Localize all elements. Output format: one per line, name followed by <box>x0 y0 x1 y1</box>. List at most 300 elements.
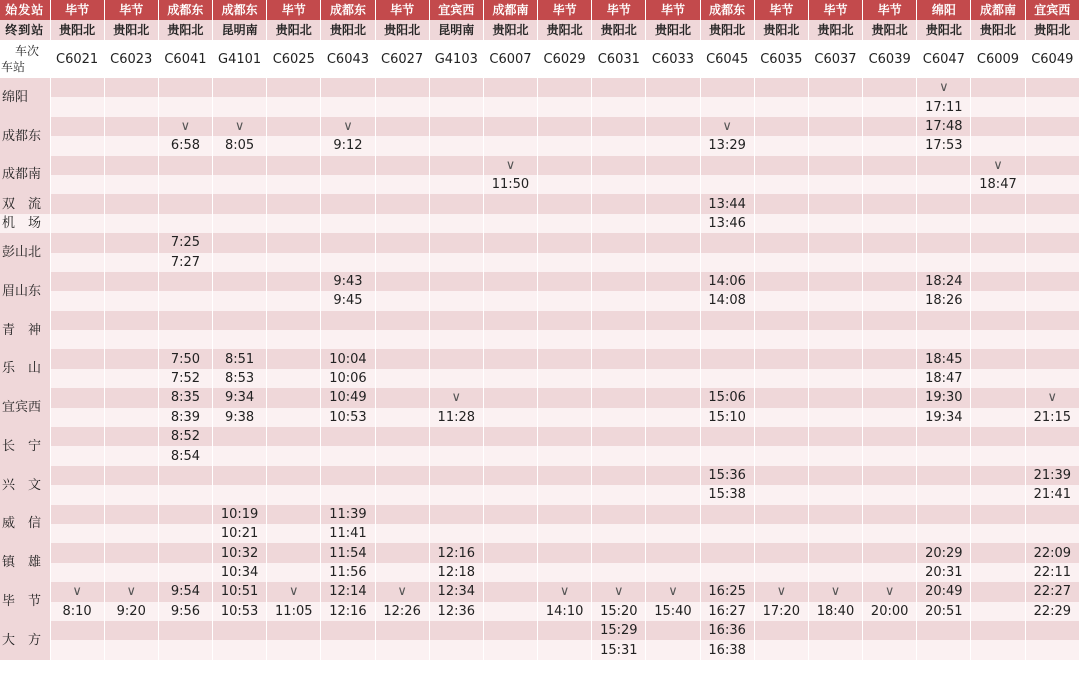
time-cell <box>375 78 429 98</box>
time-cell <box>267 233 321 252</box>
time-cell: 9:43 <box>321 272 375 291</box>
time-cell <box>808 330 862 349</box>
time-cell <box>267 291 321 310</box>
time-cell <box>863 388 917 407</box>
time-cell <box>538 369 592 388</box>
time-cell <box>213 427 267 446</box>
time-cell <box>917 214 971 233</box>
time-cell <box>971 349 1025 368</box>
station-time-row <box>0 117 1080 136</box>
time-cell <box>808 388 862 407</box>
time-cell <box>863 485 917 504</box>
pass-through-icon: ∨ <box>646 582 700 601</box>
time-cell <box>754 97 808 116</box>
time-cell: 17:53 <box>917 136 971 155</box>
time-cell: 18:26 <box>917 291 971 310</box>
time-cell <box>429 330 483 349</box>
station-name: 眉山东 <box>0 272 50 311</box>
time-cell <box>808 291 862 310</box>
station-time-row <box>0 640 1080 659</box>
time-cell <box>483 97 537 116</box>
time-cell <box>971 78 1025 98</box>
time-cell <box>917 175 971 194</box>
time-cell <box>808 543 862 562</box>
time-cell <box>429 78 483 98</box>
time-cell <box>267 97 321 116</box>
time-cell <box>375 640 429 659</box>
time-cell: 8:54 <box>158 446 212 465</box>
station-time-row <box>0 272 1080 291</box>
time-cell <box>808 369 862 388</box>
station-time-row <box>0 349 1080 368</box>
time-cell <box>971 485 1025 504</box>
time-cell <box>808 621 862 640</box>
time-cell <box>754 311 808 330</box>
time-cell <box>754 466 808 485</box>
time-cell <box>646 466 700 485</box>
time-cell <box>592 466 646 485</box>
time-cell <box>104 524 158 543</box>
origin-station-row <box>0 0 1080 20</box>
time-cell <box>863 524 917 543</box>
pass-through-icon: ∨ <box>917 78 971 98</box>
time-cell <box>754 117 808 136</box>
time-cell <box>754 388 808 407</box>
time-cell <box>375 427 429 446</box>
time-cell <box>50 427 104 446</box>
time-cell <box>429 214 483 233</box>
time-cell <box>104 369 158 388</box>
time-cell <box>429 117 483 136</box>
destination-station-cell: 贵阳北 <box>50 20 104 41</box>
time-cell <box>592 156 646 175</box>
time-cell <box>104 446 158 465</box>
time-cell <box>267 156 321 175</box>
time-cell: 22:11 <box>1025 563 1079 582</box>
pass-through-icon: ∨ <box>808 582 862 601</box>
time-cell <box>700 156 754 175</box>
time-cell: 20:29 <box>917 543 971 562</box>
time-cell: 10:49 <box>321 388 375 407</box>
station-name: 毕 节 <box>0 582 50 621</box>
time-cell <box>375 524 429 543</box>
pass-through-icon: ∨ <box>213 117 267 136</box>
time-cell <box>483 291 537 310</box>
origin-station-cell: 毕节 <box>50 0 104 20</box>
train-number-cell: C6043 <box>321 41 375 78</box>
time-cell <box>646 408 700 427</box>
time-cell <box>917 233 971 252</box>
time-cell <box>863 233 917 252</box>
time-cell: 15:29 <box>592 621 646 640</box>
time-cell <box>646 563 700 582</box>
time-cell <box>375 543 429 562</box>
time-cell <box>917 466 971 485</box>
time-cell <box>808 505 862 524</box>
time-cell <box>213 233 267 252</box>
time-cell <box>429 505 483 524</box>
station-time-row <box>0 291 1080 310</box>
station-name-line2: 机 场 <box>0 214 50 233</box>
origin-station-cell: 毕节 <box>754 0 808 20</box>
time-cell <box>808 272 862 291</box>
time-cell <box>592 233 646 252</box>
station-time-row <box>0 582 1080 601</box>
time-cell <box>863 272 917 291</box>
destination-station-cell: 贵阳北 <box>1025 20 1079 41</box>
time-cell: 21:41 <box>1025 485 1079 504</box>
time-cell <box>1025 446 1079 465</box>
pass-through-icon: ∨ <box>267 582 321 601</box>
station-time-row <box>0 97 1080 116</box>
time-cell <box>158 78 212 98</box>
time-cell <box>483 485 537 504</box>
time-cell: 18:24 <box>917 272 971 291</box>
time-cell <box>267 505 321 524</box>
time-cell: 16:27 <box>700 602 754 621</box>
train-number-cell: C6047 <box>917 41 971 78</box>
time-cell <box>429 291 483 310</box>
station-time-row <box>0 233 1080 252</box>
time-cell <box>267 175 321 194</box>
time-cell <box>646 117 700 136</box>
station-time-row <box>0 175 1080 194</box>
train-number-cell: C6021 <box>50 41 104 78</box>
time-cell <box>104 136 158 155</box>
time-cell <box>104 272 158 291</box>
time-cell <box>971 621 1025 640</box>
time-cell <box>375 233 429 252</box>
time-cell <box>700 78 754 98</box>
time-cell <box>754 563 808 582</box>
time-cell <box>592 194 646 213</box>
time-cell <box>538 194 592 213</box>
time-cell: 22:09 <box>1025 543 1079 562</box>
time-cell <box>646 640 700 659</box>
time-cell: 8:39 <box>158 408 212 427</box>
time-cell <box>429 485 483 504</box>
time-cell <box>592 505 646 524</box>
time-cell <box>375 214 429 233</box>
time-cell <box>104 291 158 310</box>
time-cell <box>104 349 158 368</box>
time-cell <box>375 272 429 291</box>
station-label: 车站 <box>1 60 26 74</box>
time-cell <box>429 156 483 175</box>
station-time-row <box>0 602 1080 621</box>
time-cell <box>483 311 537 330</box>
origin-station-cell: 毕节 <box>863 0 917 20</box>
time-cell <box>971 272 1025 291</box>
time-cell: 10:53 <box>213 602 267 621</box>
train-number-row <box>0 41 1080 78</box>
time-cell <box>538 175 592 194</box>
time-cell <box>754 78 808 98</box>
time-cell <box>267 388 321 407</box>
time-cell: 16:36 <box>700 621 754 640</box>
time-cell <box>538 78 592 98</box>
time-cell: 12:26 <box>375 602 429 621</box>
origin-station-cell: 宜宾西 <box>429 0 483 20</box>
time-cell <box>104 485 158 504</box>
time-cell <box>646 427 700 446</box>
time-cell: 18:47 <box>917 369 971 388</box>
time-cell <box>971 388 1025 407</box>
time-cell: 12:36 <box>429 602 483 621</box>
time-cell <box>538 233 592 252</box>
train-station-corner-label <box>0 41 50 78</box>
time-cell <box>321 640 375 659</box>
time-cell <box>483 408 537 427</box>
pass-through-icon: ∨ <box>592 582 646 601</box>
time-cell <box>592 291 646 310</box>
time-cell: 16:38 <box>700 640 754 659</box>
time-cell: 10:19 <box>213 505 267 524</box>
destination-station-cell: 贵阳北 <box>592 20 646 41</box>
time-cell <box>429 136 483 155</box>
time-cell <box>592 78 646 98</box>
time-cell <box>863 156 917 175</box>
time-cell <box>754 233 808 252</box>
time-cell: 20:49 <box>917 582 971 601</box>
time-cell: 8:53 <box>213 369 267 388</box>
time-cell: 14:06 <box>700 272 754 291</box>
time-cell: 9:45 <box>321 291 375 310</box>
time-cell <box>538 272 592 291</box>
origin-station-cell: 成都东 <box>158 0 212 20</box>
time-cell: 18:45 <box>917 349 971 368</box>
time-cell <box>863 446 917 465</box>
time-cell <box>483 78 537 98</box>
time-cell <box>646 311 700 330</box>
time-cell <box>754 214 808 233</box>
time-cell <box>646 485 700 504</box>
station-name: 乐 山 <box>0 349 50 388</box>
time-cell <box>321 466 375 485</box>
time-cell <box>646 78 700 98</box>
time-cell <box>971 311 1025 330</box>
time-cell <box>700 446 754 465</box>
time-cell <box>483 136 537 155</box>
time-cell <box>754 524 808 543</box>
time-cell <box>375 349 429 368</box>
time-cell <box>971 466 1025 485</box>
time-cell <box>917 427 971 446</box>
time-cell <box>700 349 754 368</box>
destination-station-cell: 贵阳北 <box>971 20 1025 41</box>
destination-station-cell: 贵阳北 <box>483 20 537 41</box>
time-cell: 19:30 <box>917 388 971 407</box>
time-cell <box>375 466 429 485</box>
time-cell <box>592 253 646 272</box>
station-time-row <box>0 369 1080 388</box>
time-cell <box>808 408 862 427</box>
time-cell <box>646 136 700 155</box>
time-cell <box>538 621 592 640</box>
time-cell <box>375 194 429 213</box>
time-cell <box>104 640 158 659</box>
time-cell <box>213 466 267 485</box>
time-cell <box>158 97 212 116</box>
time-cell <box>267 214 321 233</box>
time-cell <box>158 175 212 194</box>
time-cell <box>863 97 917 116</box>
time-cell <box>1025 311 1079 330</box>
station-time-row <box>0 156 1080 175</box>
time-cell <box>754 194 808 213</box>
time-cell: 10:04 <box>321 349 375 368</box>
time-cell <box>483 466 537 485</box>
pass-through-icon: ∨ <box>104 582 158 601</box>
time-cell: 17:20 <box>754 602 808 621</box>
time-cell: 12:14 <box>321 582 375 601</box>
time-cell <box>267 640 321 659</box>
time-cell: 11:56 <box>321 563 375 582</box>
destination-station-cell: 贵阳北 <box>917 20 971 41</box>
destination-station-cell: 贵阳北 <box>754 20 808 41</box>
time-cell <box>754 640 808 659</box>
time-cell <box>971 408 1025 427</box>
time-cell <box>592 272 646 291</box>
time-cell: 13:46 <box>700 214 754 233</box>
time-cell <box>808 156 862 175</box>
time-cell <box>538 311 592 330</box>
time-cell <box>483 388 537 407</box>
time-cell <box>808 233 862 252</box>
time-cell <box>375 311 429 330</box>
time-cell <box>158 505 212 524</box>
time-cell <box>483 427 537 446</box>
time-cell <box>538 388 592 407</box>
station-time-row <box>0 466 1080 485</box>
time-cell <box>538 640 592 659</box>
time-cell <box>971 233 1025 252</box>
time-cell <box>321 253 375 272</box>
time-cell <box>646 97 700 116</box>
time-cell <box>158 194 212 213</box>
station-time-row <box>0 388 1080 407</box>
time-cell <box>538 563 592 582</box>
station-time-row <box>0 427 1080 446</box>
time-cell <box>375 330 429 349</box>
station-time-row <box>0 543 1080 562</box>
destination-station-cell: 贵阳北 <box>700 20 754 41</box>
time-cell <box>863 640 917 659</box>
time-cell <box>646 388 700 407</box>
time-cell <box>104 253 158 272</box>
time-cell: 15:20 <box>592 602 646 621</box>
time-cell <box>863 408 917 427</box>
time-cell <box>375 388 429 407</box>
station-name: 成都南 <box>0 156 50 195</box>
station-time-row <box>0 78 1080 98</box>
time-cell <box>321 156 375 175</box>
time-cell: 17:48 <box>917 117 971 136</box>
pass-through-icon: ∨ <box>971 156 1025 175</box>
time-cell <box>213 330 267 349</box>
time-cell <box>538 117 592 136</box>
time-cell <box>863 369 917 388</box>
time-cell <box>700 97 754 116</box>
time-cell <box>213 214 267 233</box>
time-cell <box>50 349 104 368</box>
time-cell <box>375 117 429 136</box>
time-cell: 17:11 <box>917 97 971 116</box>
time-cell: 21:39 <box>1025 466 1079 485</box>
train-number-cell: G4103 <box>429 41 483 78</box>
time-cell <box>863 466 917 485</box>
time-cell <box>971 97 1025 116</box>
time-cell <box>538 214 592 233</box>
time-cell <box>971 136 1025 155</box>
time-cell <box>429 524 483 543</box>
time-cell <box>375 291 429 310</box>
time-cell <box>375 408 429 427</box>
time-cell <box>646 233 700 252</box>
time-cell <box>50 272 104 291</box>
train-number-cell: C6035 <box>754 41 808 78</box>
time-cell <box>1025 156 1079 175</box>
time-cell <box>592 97 646 116</box>
time-cell <box>429 194 483 213</box>
train-number-cell: C6023 <box>104 41 158 78</box>
time-cell <box>375 563 429 582</box>
time-cell <box>50 388 104 407</box>
time-cell <box>863 194 917 213</box>
time-cell <box>429 621 483 640</box>
time-cell <box>483 524 537 543</box>
time-cell <box>808 97 862 116</box>
destination-station-cell: 贵阳北 <box>808 20 862 41</box>
time-cell <box>646 194 700 213</box>
time-cell <box>104 408 158 427</box>
train-number-cell: C6049 <box>1025 41 1079 78</box>
time-cell <box>700 543 754 562</box>
time-cell <box>158 524 212 543</box>
time-cell <box>646 156 700 175</box>
time-cell <box>429 466 483 485</box>
time-cell <box>1025 291 1079 310</box>
time-cell <box>863 175 917 194</box>
time-cell <box>158 640 212 659</box>
pass-through-icon: ∨ <box>429 388 483 407</box>
time-cell: 11:50 <box>483 175 537 194</box>
time-cell: 8:10 <box>50 602 104 621</box>
time-cell <box>646 543 700 562</box>
time-cell <box>375 156 429 175</box>
time-cell <box>321 446 375 465</box>
destination-station-cell: 昆明南 <box>429 20 483 41</box>
time-cell <box>808 349 862 368</box>
station-time-row <box>0 136 1080 155</box>
time-cell <box>700 369 754 388</box>
origin-station-cell: 成都东 <box>700 0 754 20</box>
time-cell: 10:34 <box>213 563 267 582</box>
time-cell <box>213 485 267 504</box>
station-time-row <box>0 621 1080 640</box>
time-cell <box>213 272 267 291</box>
time-cell <box>754 291 808 310</box>
destination-station-cell: 贵阳北 <box>646 20 700 41</box>
station-time-row <box>0 446 1080 465</box>
time-cell <box>917 505 971 524</box>
time-cell: 20:51 <box>917 602 971 621</box>
time-cell <box>321 427 375 446</box>
time-cell <box>1025 136 1079 155</box>
time-cell: 9:34 <box>213 388 267 407</box>
time-cell <box>483 505 537 524</box>
time-cell: 7:50 <box>158 349 212 368</box>
